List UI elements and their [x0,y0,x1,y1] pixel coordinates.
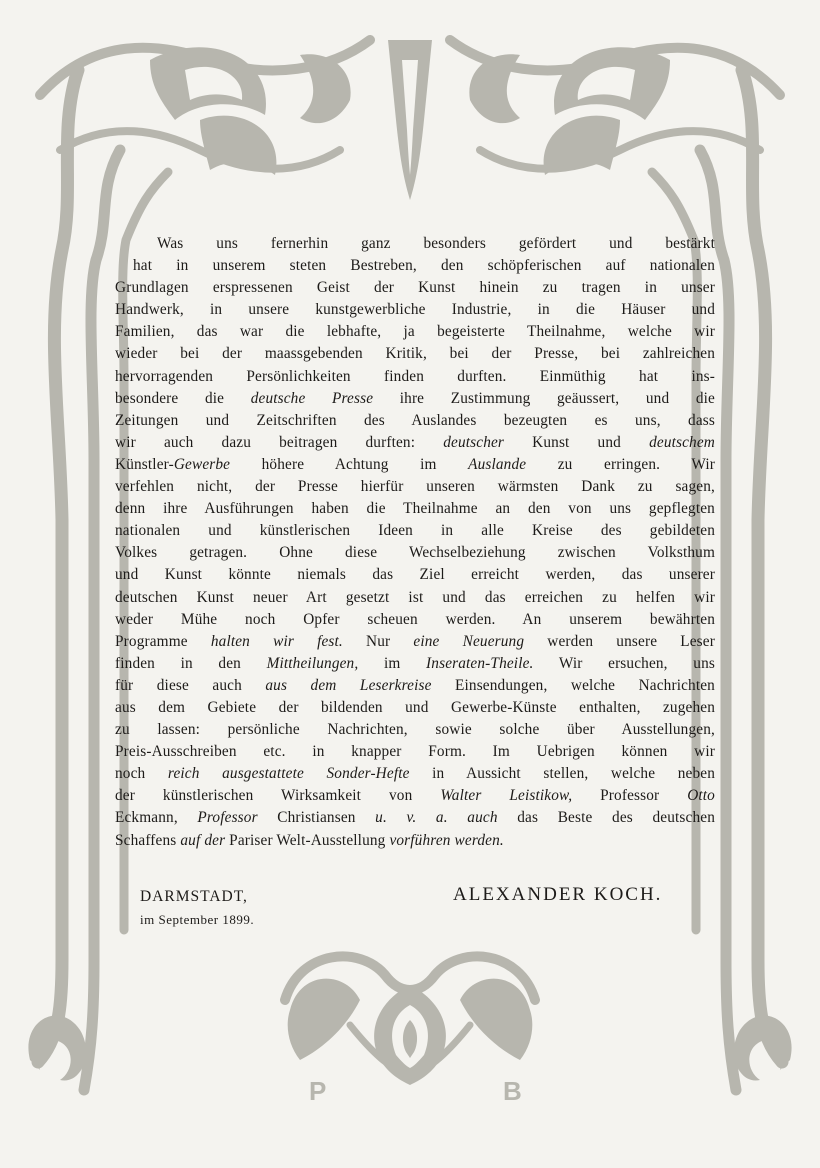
letter-line: Preis-Ausschreiben etc. in knapper Form. Im Uebrigen können wir [115,743,715,761]
letter-line: deutschen Kunst neuer Art gesetzt ist und das erreichen zu helfen wir [115,588,715,606]
italic-phrase: deutscher [443,433,505,451]
text-run: ihre Zustimmung geäussert, und die [373,389,715,407]
text-run: Christiansen [277,809,356,827]
italic-phrase: deutschem [649,433,715,451]
text-run: besondere die [115,389,251,407]
text-run: Künstler- [115,455,174,473]
right-frame-band-outer [742,70,782,1062]
monogram-left-letter: P [309,1076,327,1106]
top-swoop-right-lower [480,131,760,169]
text-run: Nur [342,632,414,650]
text-run: finden in den [115,654,267,672]
italic-phrase: reich ausgestattete Sonder-Hefte [167,765,410,783]
text-run: Eckmann, [115,809,178,827]
letter-line [115,675,715,697]
letter-line: Grundlagen erspressenen Geist der Kunst hinein zu tragen in unser [115,279,715,297]
top-swoop-left-lower [60,131,340,169]
italic-phrase: Walter Leistikow, [440,787,573,805]
letter-line: verfehlen nicht, der Presse hierfür unseren wärmsten Dank zu sagen, [115,478,715,496]
letter-line: nationalen und künstlerischen Ideen in alle Kreise des gebildeten [115,522,715,540]
letter-line [115,785,715,807]
letter-line: weder Mühe noch Opfer scheuen werden. An unserem bewährten [115,610,715,628]
letter-line [115,631,715,653]
letter-line [115,763,715,785]
text-run: Programme [115,632,211,650]
letter-date: im September 1899. [140,912,255,927]
italic-phrase: Professor [177,809,278,827]
italic-phrase: vorführen werden. [385,831,504,849]
italic-phrase: aus dem Leserkreise [265,676,432,694]
italic-phrase: u. v. a. auch [355,809,518,827]
letter-line [115,830,715,852]
letter-line: denn ihre Ausführungen haben die Theilnahme an den von uns gepflegten [115,500,715,518]
text-run: wir auch dazu beitragen durften: [115,433,444,451]
italic-phrase: eine Neuerung [413,632,525,650]
letter-line [115,432,715,454]
bottom-right-leaf [460,979,532,1060]
bottom-left-leaf [288,979,360,1060]
text-run: im [358,654,427,672]
letter-line: zu lassen: persönliche Nachrichten, sowie solche über Ausstellungen, [115,721,715,739]
letter-line [115,807,715,829]
place-name: DARMSTADT, [140,888,248,905]
top-left-flourish [300,54,351,123]
text-run: Kunst und [504,433,650,451]
italic-phrase: Auslande [468,455,527,473]
letter-line [115,454,715,476]
text-run: für diese auch [115,676,266,694]
text-run: werden unsere Leser [524,632,715,650]
letter-line: Familien, das war die lebhafte, ja begeisterte Theilnahme, welche wir [115,323,715,341]
author-signature: ALEXANDER KOCH. [453,884,663,905]
top-right-flourish [469,54,520,123]
letter-line [115,388,715,410]
text-run: höhere Achtung im [230,455,469,473]
italic-phrase: Otto [687,787,715,805]
italic-phrase: Inseraten-Theile. [426,654,534,672]
letter-line: wieder bei der maassgebenden Kritik, bei der Presse, bei zahlreichen [115,345,715,363]
text-run: Einsendungen, welche Nachrichten [431,676,715,694]
italic-phrase: deutsche Presse [250,389,374,407]
letter-line: hat in unserem steten Bestreben, den schöpferischen auf nationalen [133,257,715,275]
letter-line: Zeitungen und Zeitschriften des Auslandes bezeugten es uns, dass [115,411,715,429]
text-run: in Aussicht stellen, welche neben [409,765,715,783]
italic-phrase: Gewerbe [173,455,231,473]
letter-line: hervorragenden Persönlichkeiten finden durften. Einmüthig hat ins- [115,367,715,385]
text-run: Schaffens [115,831,177,849]
bottom-left-corner-loop [28,1016,86,1081]
italic-phrase: halten wir fest. [210,632,343,650]
letter-line: und Kunst könnte niemals das Ziel erreicht werden, das unserer [115,566,715,584]
letter-line: aus dem Gebiete der bildenden und Gewerbe-Künste enthalten, zugehen [115,698,715,716]
text-run: Pariser Welt-Ausstellung [229,831,386,849]
text-run: Professor [572,787,688,805]
letter-body [115,233,715,852]
italic-phrase: auf der [176,831,230,849]
left-frame-band-outer [38,70,78,1062]
letter-line: Was uns fernerhin ganz besonders gefördert und bestärkt [157,235,715,252]
letter-line: Handwerk, in unsere kunstgewerbliche Industrie, in die Häuser und [115,301,715,319]
text-run: Wir ersuchen, uns [533,654,715,672]
text-run: der künstlerischen Wirksamkeit von [115,787,441,805]
letter-line [115,653,715,675]
text-run: zu erringen. Wir [526,455,716,473]
bottom-right-corner-loop [734,1016,792,1081]
monogram-right-letter: B [503,1076,522,1106]
letter-line: Volkes getragen. Ohne diese Wechselbeziehung zwischen Volksthum [115,544,715,562]
text-run: noch [115,765,168,783]
text-run: das Beste des deutschen [517,809,715,827]
italic-phrase: Mittheilungen, [266,654,359,672]
